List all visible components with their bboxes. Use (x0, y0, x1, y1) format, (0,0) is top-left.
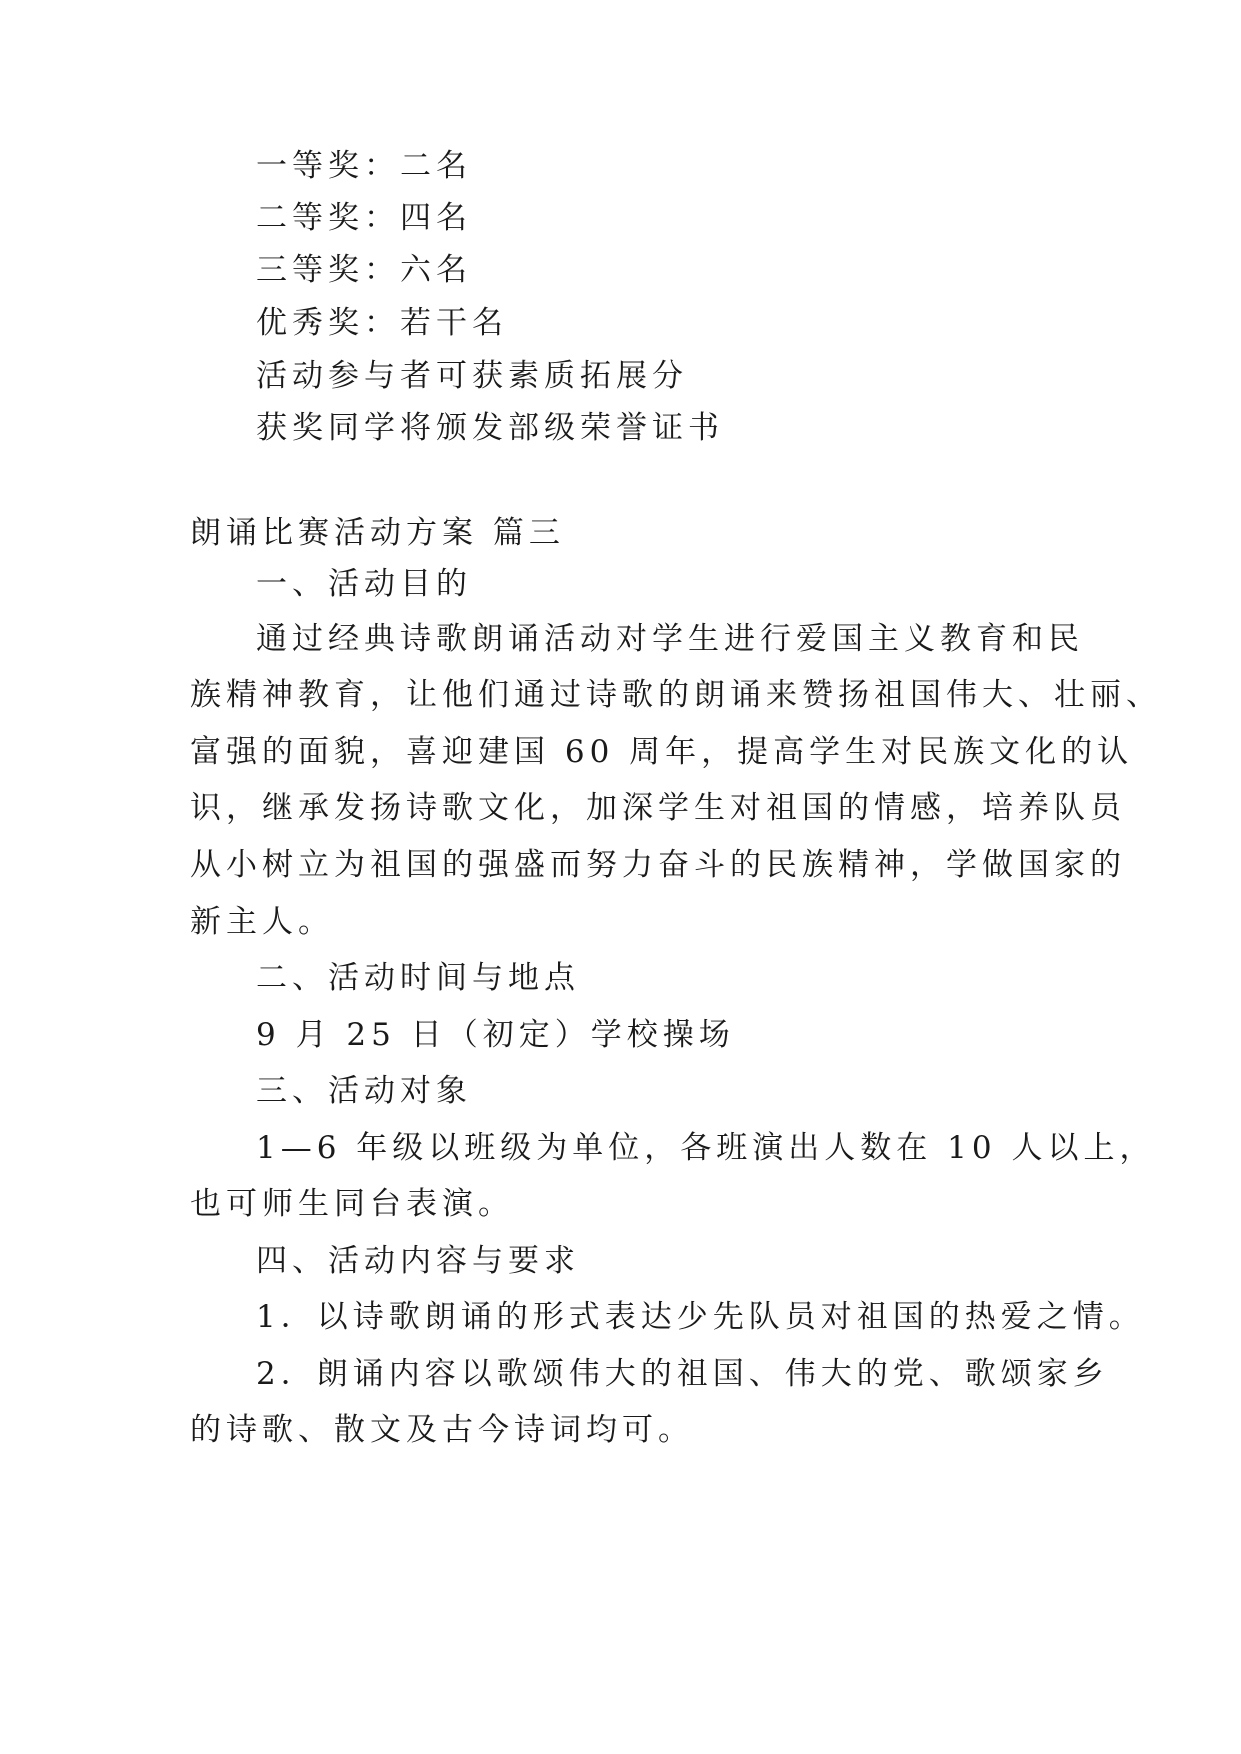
purpose-line-6: 新主人。 (190, 904, 334, 940)
target-line-1: 1—6 年级以班级为单位，各班演出人数在 10 人以上， (256, 1130, 1156, 1166)
time-place-text: 9 月 25 日（初定）学校操场 (256, 1017, 735, 1053)
requirement-2-line-2: 的诗歌、散文及古今诗词均可。 (190, 1412, 694, 1448)
heading-target: 三、活动对象 (256, 1073, 472, 1109)
requirement-1: 1．以诗歌朗诵的形式表达少先队员对祖国的热爱之情。 (256, 1299, 1145, 1335)
award-participation: 活动参与者可获素质拓展分 (256, 358, 688, 394)
purpose-line-2: 族精神教育，让他们通过诗歌的朗诵来赞扬祖国伟大、壮丽、 (190, 677, 1162, 713)
purpose-line-5: 从小树立为祖国的强盛而努力奋斗的民族精神，学做国家的 (190, 847, 1126, 883)
award-certificate: 获奖同学将颁发部级荣誉证书 (256, 410, 724, 446)
purpose-line-4: 识，继承发扬诗歌文化，加深学生对祖国的情感，培养队员 (190, 790, 1126, 826)
heading-purpose: 一、活动目的 (256, 566, 472, 602)
award-third: 三等奖：六名 (256, 252, 472, 288)
award-excellent: 优秀奖：若干名 (256, 305, 508, 341)
target-line-2: 也可师生同台表演。 (190, 1186, 514, 1222)
award-first: 一等奖：二名 (256, 148, 472, 184)
purpose-line-3: 富强的面貌，喜迎建国 60 周年，提高学生对民族文化的认 (190, 734, 1134, 770)
section-title: 朗诵比赛活动方案 篇三 (190, 515, 565, 551)
award-second: 二等奖：四名 (256, 200, 472, 236)
purpose-line-1: 通过经典诗歌朗诵活动对学生进行爱国主义教育和民 (256, 621, 1084, 657)
heading-time-place: 二、活动时间与地点 (256, 960, 580, 996)
heading-content: 四、活动内容与要求 (256, 1243, 580, 1279)
requirement-2-line-1: 2．朗诵内容以歌颂伟大的祖国、伟大的党、歌颂家乡 (256, 1356, 1109, 1392)
